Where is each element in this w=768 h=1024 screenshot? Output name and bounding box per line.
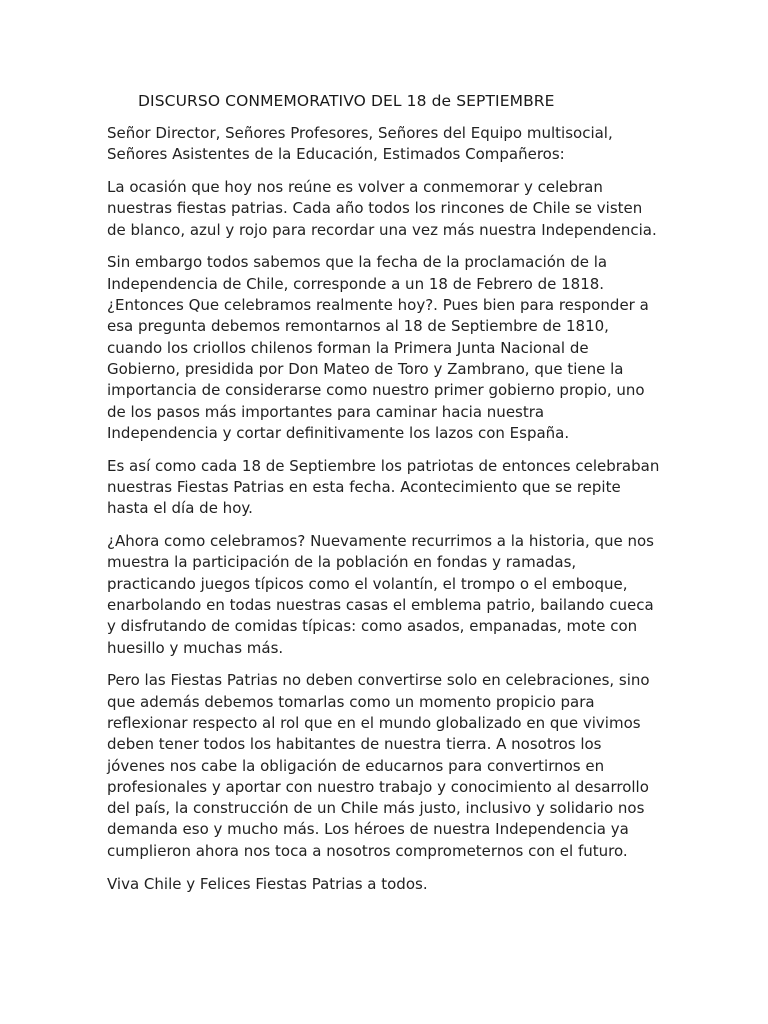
text-line: deben tener todos los habitantes de nuestra tierra. A nosotros los	[107, 735, 602, 754]
text-line: La ocasión que hoy nos reúne es volver a conmemorar y celebran	[107, 178, 603, 197]
text-line: Viva Chile y Felices Fiestas Patrias a todos.	[107, 874, 428, 893]
text-line: huesillo y muchas más.	[107, 638, 284, 657]
salutation-paragraph	[107, 123, 687, 166]
document-title: DISCURSO CONMEMORATIVO DEL 18 de SEPTIEMBRE	[138, 92, 555, 110]
text-line: ¿Entonces Que celebramos realmente hoy?. Pues bien para responder a	[107, 296, 649, 315]
history-paragraph	[107, 252, 687, 444]
text-line: profesionales y aportar con nuestro trabajo y conocimiento al desarrollo	[107, 777, 649, 796]
text-line: Señor Director, Señores Profesores, Señores del Equipo multisocial,	[107, 124, 613, 142]
text-line: Independencia de Chile, corresponde a un 18 de Febrero de 1818.	[107, 274, 605, 293]
text-line: esa pregunta debemos remontarnos al 18 de Septiembre de 1810,	[107, 317, 609, 336]
text-line: demanda eso y mucho más. Los héroes de nuestra Independencia ya	[107, 820, 629, 839]
text-line: hasta el día de hoy.	[107, 499, 253, 518]
text-line: ¿Ahora como celebramos? Nuevamente recurrimos a la historia, que nos	[107, 532, 655, 551]
text-line: Es así como cada 18 de Septiembre los patriotas de entonces celebraban	[107, 456, 660, 475]
tradition-paragraph	[107, 456, 687, 520]
text-line: enarbolando en todas nuestras casas el emblema patrio, bailando cueca	[107, 595, 654, 614]
text-line: nuestras fiestas patrias. Cada año todos los rincones de Chile se visten	[107, 199, 643, 218]
text-line: cuando los criollos chilenos forman la Primera Junta Nacional de	[107, 338, 589, 357]
reflection-paragraph	[107, 670, 687, 862]
text-line: practicando juegos típicos como el volantín, el trompo o el emboque,	[107, 574, 628, 593]
text-line: Señores Asistentes de la Educación, Estimados Compañeros:	[107, 145, 565, 164]
document-body	[107, 123, 687, 906]
text-line: nuestras Fiestas Patrias en esta fecha. Acontecimiento que se repite	[107, 477, 621, 496]
text-line: Independencia y cortar definitivamente los lazos con España.	[107, 423, 570, 442]
text-line: jóvenes nos cabe la obligación de educarnos para convertirnos en	[107, 756, 605, 775]
text-line: reflexionar respecto al rol que en el mundo globalizado en que vivimos	[107, 713, 641, 732]
text-line: de los pasos más importantes para caminar hacia nuestra	[107, 402, 545, 421]
closing-paragraph	[107, 874, 687, 895]
text-line: muestra la participación de la población en fondas y ramadas,	[107, 553, 577, 572]
text-line: Pero las Fiestas Patrias no deben convertirse solo en celebraciones, sino	[107, 671, 650, 690]
text-line: cumplieron ahora nos toca a nosotros comprometernos con el futuro.	[107, 841, 628, 860]
text-line: Gobierno, presidida por Don Mateo de Toro y Zambrano, que tiene la	[107, 359, 624, 378]
text-line: de blanco, azul y rojo para recordar una vez más nuestra Independencia.	[107, 220, 657, 239]
text-line: importancia de considerarse como nuestro primer gobierno propio, uno	[107, 381, 645, 400]
text-line: y disfrutando de comidas típicas: como asados, empanadas, mote con	[107, 617, 638, 636]
text-line: que además debemos tomarlas como un momento propicio para	[107, 692, 595, 711]
intro-paragraph	[107, 177, 687, 241]
text-line: Sin embargo todos sabemos que la fecha de la proclamación de la	[107, 253, 608, 272]
celebration-paragraph	[107, 531, 687, 659]
text-line: del país, la construcción de un Chile más justo, inclusivo y solidario nos	[107, 799, 645, 818]
